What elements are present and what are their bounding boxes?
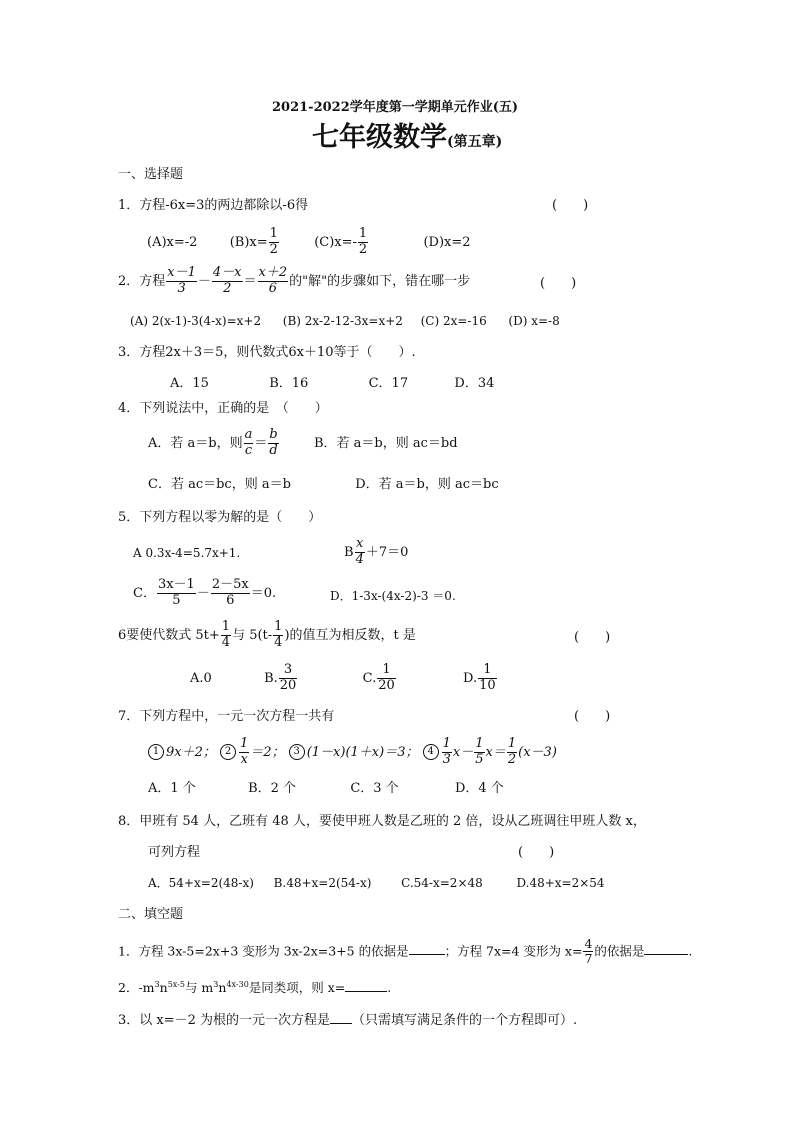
q7-mark-2: 2 xyxy=(220,744,236,760)
q2-stem: 2．方程 $\frac{x-1}{3}$ － $\frac{4-x}{2}$ ＝ $\frac{x+2}{6}$ 的"解"的步骤如下，错在哪一步 xyxy=(118,265,471,296)
fill-q2: 2．$-m^3n^{5x-5}$与 $m^3n^{4x-30}$是同类项，则 x= . xyxy=(118,979,392,995)
q7-equations xyxy=(148,737,557,768)
fill-q2-blank[interactable] xyxy=(345,980,387,992)
q8-option-b: B.48+x=2(54-x) xyxy=(273,876,372,890)
q6-option-d: D. $\frac{1}{10}$ xyxy=(463,662,496,693)
q7-options xyxy=(148,782,504,795)
section-title-fill: 二、填空题 xyxy=(118,907,184,922)
q6-option-c: C. $\frac{1}{20}$ xyxy=(362,662,395,693)
q5-stem: 5．下列方程以零为解的是（ ） xyxy=(118,510,322,525)
q8-answer-paren: ( ) xyxy=(518,845,555,860)
q6-option-a: A.0 xyxy=(190,670,212,686)
q4-option-c: C．若 ac＝bc，则 a＝b xyxy=(148,477,291,492)
q3-options xyxy=(170,377,494,390)
q7-option-a: A．1 个 xyxy=(148,781,196,796)
q4-options-row1 xyxy=(148,428,458,459)
q4-options-row2 xyxy=(148,478,499,491)
q2-options xyxy=(130,315,560,327)
q5-option-a: A 0.3x-4=5.7x+1. xyxy=(133,546,241,560)
chapter-label: (第五章) xyxy=(447,134,503,150)
q8-option-a: A．54+x=2(48-x) xyxy=(148,876,254,890)
q3-option-b: B．16 xyxy=(269,376,309,391)
q3-option-a: A．15 xyxy=(170,376,209,391)
q5-option-d: D．1-3x-(4x-2)-3 ＝0. xyxy=(330,589,456,603)
section-title-choice: 一、选择题 xyxy=(118,167,184,182)
q3-stem: 3．方程2x＋3＝5，则代数式6x＋10等于（ ）. xyxy=(118,345,416,360)
q2-option-c: (C) 2x=-16 xyxy=(420,314,487,328)
q1-answer-paren: ( ) xyxy=(552,198,589,213)
q7-equation-4: $\frac{1}{3}$ x－ $\frac{1}{5}$ x＝ $\frac{1}{2}$ (x－3) xyxy=(442,736,557,767)
q6-options xyxy=(190,663,498,694)
q7-mark-1: 1 xyxy=(148,744,164,760)
q3-option-d: D．34 xyxy=(454,376,495,391)
q1-options xyxy=(147,227,471,258)
q1-option-d: (D)x=2 xyxy=(423,234,471,250)
q4-option-a: A．若 a＝b，则 $\frac{a}{c}$ ＝ $\frac{b}{d}$ xyxy=(148,427,278,458)
q7-option-d: D．4 个 xyxy=(454,781,504,796)
q8-stem-line2: 可列方程 xyxy=(148,845,201,860)
q7-stem: 7．下列方程中，一元一次方程一共有 xyxy=(118,709,335,724)
fill-q1: 1．方程 3x-5=2x+3 变形为 3x-2x=3+5 的依据是 ；方程 7x=4 变形为 x= $\frac{4}{7}$ 的依据是 . xyxy=(118,936,693,967)
q8-options xyxy=(148,877,605,889)
q2-answer-paren: ( ) xyxy=(540,276,577,291)
q5-option-c: C． $\frac{3x-1}{5}$ － $\frac{2-5x}{6}$ ＝0. xyxy=(133,577,277,608)
q3-option-c: C．17 xyxy=(368,376,409,391)
fill-q1-blank-2[interactable] xyxy=(644,943,688,955)
q8-option-d: D.48+x=2×54 xyxy=(516,876,605,890)
q4-stem: 4．下列说法中，正确的是 （ ） xyxy=(118,401,328,416)
q1-option-c: (C)x=- $\frac{1}{2}$ xyxy=(314,226,368,257)
q6-option-b: B. $\frac{3}{20}$ xyxy=(264,662,297,693)
q7-answer-paren: ( ) xyxy=(574,709,611,724)
q2-option-a: (A) 2(x-1)-3(4-x)=x+2 xyxy=(130,314,262,328)
q6-stem: 6要使代数式 5t+ $\frac{1}{4}$ 与 5(t- $\frac{1}{4}$ )的值互为相反数，t 是 xyxy=(118,619,416,650)
q7-mark-4: 4 xyxy=(423,744,439,760)
q1-option-b: (B)x= $\frac{1}{2}$ xyxy=(229,226,278,257)
year-line: 2021-2022学年度第一学期单元作业(五) xyxy=(272,100,519,115)
fill-q3-blank[interactable] xyxy=(330,1012,352,1024)
q7-equation-1: 9x＋2； xyxy=(166,744,216,760)
q4-option-d: D．若 a＝b，则 ac＝bc xyxy=(355,477,499,492)
q8-option-c: C.54-x=2×48 xyxy=(401,876,483,890)
q1-stem: 1．方程-6x=3的两边都除以-6得 xyxy=(118,198,309,213)
q5-option-b: B $\frac{x}{4}$ ＋7＝0 xyxy=(344,536,409,567)
q7-mark-3: 3 xyxy=(289,744,305,760)
q8-stem: 8．甲班有 54 人，乙班有 48 人，要使甲班人数是乙班的 2 倍，设从乙班调往甲班人数 x， xyxy=(118,814,646,829)
page-title: 七年级数学 xyxy=(312,122,447,153)
q6-answer-paren: ( ) xyxy=(574,630,611,645)
q2-option-b: (B) 2x-2-12-3x=x+2 xyxy=(282,314,403,328)
q7-equation-2: $\frac{1}{x}$ ＝2； xyxy=(240,736,285,767)
fill-q1-blank-1[interactable] xyxy=(409,943,445,955)
q1-option-a: (A)x=-2 xyxy=(147,234,198,250)
q7-equation-3: (1－x)(1＋x)＝3； xyxy=(306,744,419,760)
q2-option-d: (D) x=-8 xyxy=(508,314,560,328)
q4-option-b: B．若 a＝b，则 ac＝bd xyxy=(313,435,458,451)
fill-q3: 3．以 x=－2 为根的一元一次方程是 （只需填写满足条件的一个方程即可）. xyxy=(118,1013,578,1028)
q7-option-c: C．3 个 xyxy=(350,781,399,796)
q7-option-b: B．2 个 xyxy=(248,781,297,796)
title-block xyxy=(312,124,502,151)
